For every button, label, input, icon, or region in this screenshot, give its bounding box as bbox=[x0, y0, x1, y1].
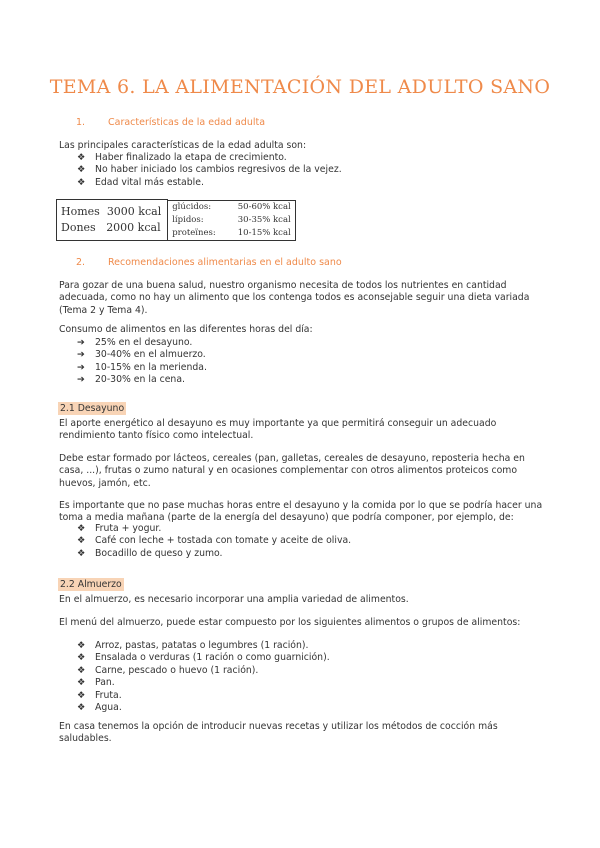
consumo-intro: Consumo de alimentos en las diferentes horas del día: bbox=[59, 324, 313, 335]
diamond-bullet-icon: ❖ bbox=[77, 535, 86, 547]
list-item: ❖ Edad vital más estable. bbox=[77, 176, 204, 188]
list-item: ❖ Carne, pescado o huevo (1 ración). bbox=[77, 664, 259, 676]
list-item: ❖ Haber finalizado la etapa de crecimiento. bbox=[77, 152, 287, 163]
section1-intro: Las principales características de la edad adulta son: bbox=[59, 140, 307, 151]
section-number: 2. bbox=[76, 257, 86, 268]
diamond-bullet-icon: ❖ bbox=[77, 664, 86, 676]
list-item: ❖ Ensalada o verduras (1 ración o como guarnición). bbox=[77, 652, 330, 664]
almuerzo-para-2: El menú del almuerzo, puede estar compuesto por los siguientes alimentos o grupos de alimentos: bbox=[59, 617, 521, 628]
consumo-list bbox=[77, 337, 207, 387]
section-title: Recomendaciones alimentarias en el adulto sano bbox=[108, 257, 342, 268]
list-item: ➔ 25% en el desayuno. bbox=[77, 337, 193, 348]
diamond-bullet-icon: ❖ bbox=[77, 689, 86, 701]
list-item: ❖ Arroz, pastas, patatas o legumbres (1 ración). bbox=[77, 640, 309, 651]
subsection-heading-almuerzo: 2.2 Almuerzo bbox=[60, 579, 122, 590]
diamond-bullet-icon: ❖ bbox=[77, 677, 86, 689]
arrow-bullet-icon: ➔ bbox=[77, 349, 85, 361]
diamond-bullet-icon: ❖ bbox=[77, 523, 86, 534]
almuerzo-para-1: En el almuerzo, es necesario incorporar una amplia variedad de alimentos. bbox=[59, 594, 409, 605]
section-heading-2 bbox=[76, 257, 342, 268]
kcal-men: Homes 3000 kcal bbox=[61, 205, 162, 218]
list-item: ❖ No haber iniciado los cambios regresivos de la vejez. bbox=[77, 164, 342, 176]
table-row: glúcidos: 50-60% kcal bbox=[172, 201, 291, 212]
list-item: ❖ Agua. bbox=[77, 702, 122, 714]
arrow-bullet-icon: ➔ bbox=[77, 361, 85, 373]
section-heading-1 bbox=[76, 117, 265, 128]
desayuno-list bbox=[77, 523, 351, 560]
arrow-bullet-icon: ➔ bbox=[77, 374, 85, 386]
diamond-bullet-icon: ❖ bbox=[77, 152, 86, 163]
list-item: ➔ 10-15% en la merienda. bbox=[77, 361, 207, 373]
list-item: ❖ Fruta + yogur. bbox=[77, 523, 162, 534]
section2-para: Para gozar de una buena salud, nuestro organismo necesita de todos los nutrientes en cantidad adecuada, como no hay un alimento que los contenga todos es aconsejable seguir una dieta variada (Tema 2 y Tema 4). bbox=[59, 280, 530, 316]
section-title: Características de la edad adulta bbox=[108, 117, 266, 128]
subsection-heading-desayuno: 2.1 Desayuno bbox=[60, 403, 125, 414]
desayuno-para-1: El aporte energético al desayuno es muy importante ya que permitirá conseguir un adecuado rendimiento tanto físico como intelectual. bbox=[59, 418, 497, 442]
diamond-bullet-icon: ❖ bbox=[77, 640, 86, 651]
diamond-bullet-icon: ❖ bbox=[77, 702, 86, 714]
list-item: ➔ 20-30% en la cena. bbox=[77, 374, 185, 386]
desayuno-para-3: Es importante que no pase muchas horas entre el desayuno y la comida por lo que se podría hacer una toma a media mañana (parte de la energía del desayuno) que podría componer, por ejemplo, de: bbox=[59, 500, 543, 524]
list-item: ❖ Bocadillo de queso y zumo. bbox=[77, 547, 223, 559]
list-item: ❖ Pan. bbox=[77, 677, 115, 689]
kcal-macros-table bbox=[168, 200, 296, 241]
section1-list bbox=[77, 152, 342, 189]
table-row: proteïnes: 10-15% kcal bbox=[172, 227, 291, 238]
list-item: ❖ Fruta. bbox=[77, 689, 122, 701]
page-title: TEMA 6. LA ALIMENTACIÓN DEL ADULTO SANO bbox=[49, 76, 551, 98]
list-item: ➔ 30-40% en el almuerzo. bbox=[77, 349, 206, 361]
almuerzo-para-3: En casa tenemos la opción de introducir nuevas recetas y utilizar los métodos de cocción más saludables. bbox=[59, 721, 498, 745]
diamond-bullet-icon: ❖ bbox=[77, 652, 86, 664]
diamond-bullet-icon: ❖ bbox=[77, 176, 86, 188]
desayuno-para-2: Debe estar formado por lácteos, cereales (pan, galletas, cereales de desayuno, reposteria hecha en casa, ...), frutas o zumo natural y en ocasiones complementar con otros alimentos proteicos como huevos, jamón, etc. bbox=[59, 453, 525, 489]
diamond-bullet-icon: ❖ bbox=[77, 547, 86, 559]
diamond-bullet-icon: ❖ bbox=[77, 164, 86, 176]
almuerzo-list bbox=[77, 640, 330, 714]
kcal-women: Dones 2000 kcal bbox=[61, 221, 161, 234]
section-number: 1. bbox=[76, 117, 86, 128]
kcal-left-panel bbox=[57, 200, 168, 241]
list-item: ❖ Café con leche + tostada con tomate y aceite de oliva. bbox=[77, 535, 352, 547]
kcal-box bbox=[56, 199, 296, 241]
table-row: lípidos: 30-35% kcal bbox=[172, 214, 291, 225]
arrow-bullet-icon: ➔ bbox=[77, 337, 85, 348]
